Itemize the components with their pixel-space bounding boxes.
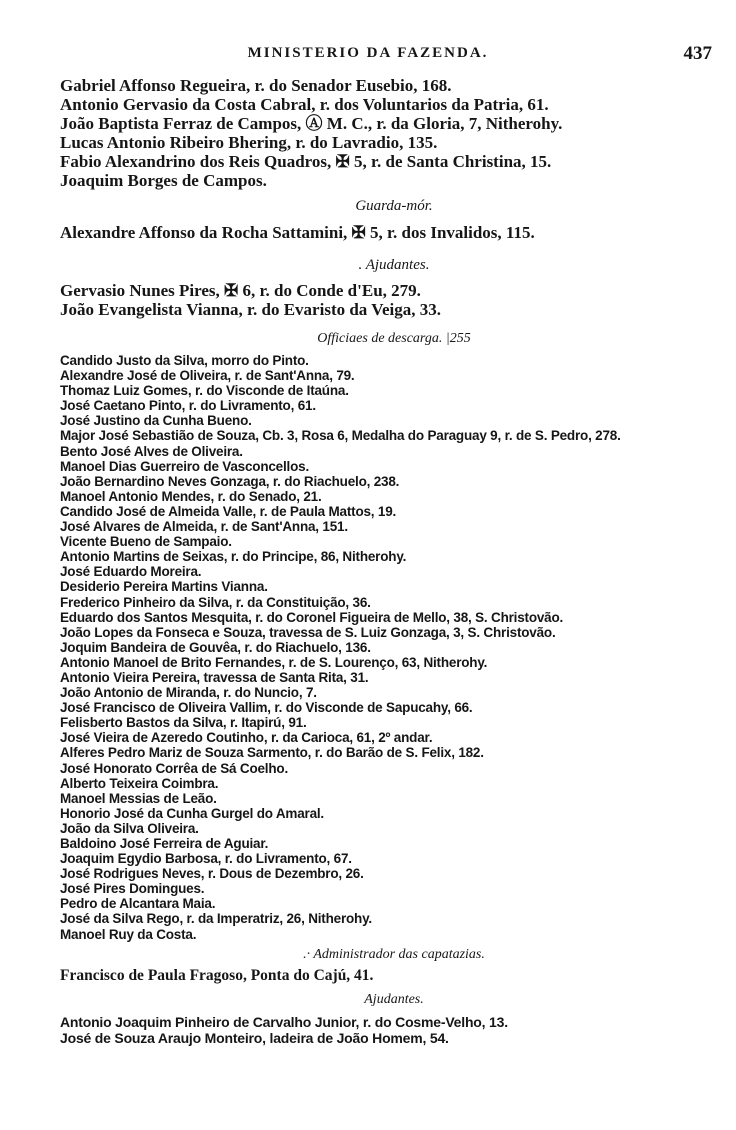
list-item: João Baptista Ferraz de Campos, Ⓐ M. C., r. da Gloria, 7, Nitherohy. <box>60 114 563 133</box>
list-item: Joquim Bandeira de Gouvêa, r. do Riachuelo, 136. <box>60 639 371 655</box>
list-item: Alferes Pedro Mariz de Souza Sarmento, r. do Barão de S. Felix, 182. <box>60 745 484 761</box>
list-item: Major José Sebastião de Souza, Cb. 3, Rosa 6, Medalha do Paraguay 9, r. de S. Pedro, 278. <box>60 428 621 444</box>
section-heading-administrador: .· Administrador das capatazias. <box>303 947 485 962</box>
administrador-list <box>60 966 728 985</box>
list-item: José Caetano Pinto, r. do Livramento, 61. <box>60 398 316 414</box>
list-item: Manoel Dias Guerreiro de Vasconcellos. <box>60 458 309 474</box>
list-item: Joaquim Borges de Campos. <box>60 171 267 190</box>
list-item: José Justino da Cunha Bueno. <box>60 413 252 429</box>
list-item: José Francisco de Oliveira Vallim, r. do Visconde de Sapucahy, 66. <box>60 700 473 716</box>
section-heading-ajudantes: . Ajudantes. <box>358 257 430 273</box>
list-item: Antonio Vieira Pereira, travessa de Santa Rita, 31. <box>60 669 369 685</box>
list-item: Antonio Gervasio da Costa Cabral, r. dos Voluntarios da Patria, 61. <box>60 95 549 114</box>
page-number: 437 <box>683 43 712 64</box>
list-item: Francisco de Paula Fragoso, Ponta do Cajú, 41. <box>60 967 374 984</box>
list-item: Desiderio Pereira Martins Vianna. <box>60 579 268 595</box>
list-item: Bento José Alves de Oliveira. <box>60 443 243 459</box>
list-item: Vicente Bueno de Sampaio. <box>60 534 232 550</box>
list-item: José Pires Domingues. <box>60 881 205 897</box>
page-header <box>0 43 736 67</box>
section-heading-officiaes-descarga: Officiaes de descarga. |255 <box>317 331 471 346</box>
list-item: Gervasio Nunes Pires, ✠ 6, r. do Conde d'Eu, 279. <box>60 281 421 300</box>
list-item: Thomaz Luiz Gomes, r. do Visconde de Itaúna. <box>60 383 349 399</box>
list-item: José Rodrigues Neves, r. Dous de Dezembro, 26. <box>60 866 364 882</box>
list-item: Frederico Pinheiro da Silva, r. da Constituição, 36. <box>60 594 371 610</box>
list-item: Manoel Messias de Leão. <box>60 790 217 806</box>
list-item: Honorio José da Cunha Gurgel do Amaral. <box>60 805 324 821</box>
ajudantes-list <box>60 281 728 319</box>
list-item: João Bernardino Neves Gonzaga, r. do Riachuelo, 238. <box>60 473 400 489</box>
list-item: João Antonio de Miranda, r. do Nuncio, 7. <box>60 685 317 701</box>
list-item: José Eduardo Moreira. <box>60 564 202 580</box>
list-item: José de Souza Araujo Monteiro, ladeira de João Homem, 54. <box>60 1030 449 1046</box>
list-item: José Alvares de Almeida, r. de Sant'Anna, 151. <box>60 519 348 535</box>
list-item: Alexandre José de Oliveira, r. de Sant'Anna, 79. <box>60 368 355 384</box>
list-item: Felisberto Bastos da Silva, r. Itapirú, 91. <box>60 715 307 731</box>
officiaes-descarga-list <box>60 353 728 942</box>
list-item: Candido José de Almeida Valle, r. de Paula Mattos, 19. <box>60 503 397 519</box>
list-item: Lucas Antonio Ribeiro Bhering, r. do Lavradio, 135. <box>60 133 438 152</box>
officials-list-top <box>60 76 728 190</box>
list-item: João da Silva Oliveira. <box>60 820 199 836</box>
section-heading-ajudantes-2: Ajudantes. <box>364 992 424 1007</box>
list-item: José Honorato Corrêa de Sá Coelho. <box>60 760 288 776</box>
list-item: Alberto Teixeira Coimbra. <box>60 775 219 791</box>
list-item: Pedro de Alcantara Maia. <box>60 896 216 912</box>
list-item: José Vieira de Azeredo Coutinho, r. da Carioca, 61, 2º andar. <box>60 730 433 746</box>
section-heading-guarda-mor: Guarda-mór. <box>355 198 433 214</box>
guarda-mor-list <box>60 223 728 242</box>
list-item: Joaquim Egydio Barbosa, r. do Livramento, 67. <box>60 851 352 867</box>
ajudantes-list-2 <box>60 1014 728 1046</box>
list-item: Candido Justo da Silva, morro do Pinto. <box>60 353 309 368</box>
list-item: Manoel Antonio Mendes, r. do Senado, 21. <box>60 488 322 504</box>
list-item: Antonio Joaquim Pinheiro de Carvalho Junior, r. do Cosme-Velho, 13. <box>60 1014 508 1030</box>
list-item: Gabriel Affonso Regueira, r. do Senador Eusebio, 168. <box>60 76 452 95</box>
list-item: José da Silva Rego, r. da Imperatriz, 26, Nitherohy. <box>60 911 372 927</box>
list-item: Fabio Alexandrino dos Reis Quadros, ✠ 5, r. de Santa Christina, 15. <box>60 152 552 171</box>
list-item: Antonio Manoel de Brito Fernandes, r. de S. Lourenço, 63, Nitherohy. <box>60 654 488 670</box>
list-item: Antonio Martins de Seixas, r. do Principe, 86, Nitherohy. <box>60 549 407 565</box>
running-head: MINISTERIO DA FAZENDA. <box>247 45 489 61</box>
list-item: João Lopes da Fonseca e Souza, travessa de S. Luiz Gonzaga, 3, S. Christovão. <box>60 624 556 640</box>
list-item: Manoel Ruy da Costa. <box>60 926 197 942</box>
list-item: Baldoino José Ferreira de Aguiar. <box>60 836 269 851</box>
list-item: Alexandre Affonso da Rocha Sattamini, ✠ 5, r. dos Invalidos, 115. <box>60 223 535 242</box>
list-item: Eduardo dos Santos Mesquita, r. do Coronel Figueira de Mello, 38, S. Christovão. <box>60 609 564 625</box>
list-item: João Evangelista Vianna, r. do Evaristo da Veiga, 33. <box>60 300 441 319</box>
